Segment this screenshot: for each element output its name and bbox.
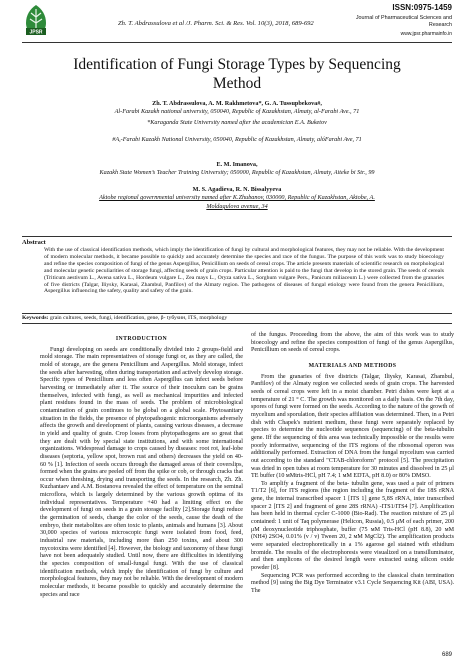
author-group-1 — [28, 100, 446, 117]
introduction-heading: INTRODUCTION — [115, 336, 168, 342]
author-group-5 — [86, 186, 388, 211]
journal-logo-icon — [22, 3, 50, 37]
right-column — [251, 332, 454, 596]
keywords-bottom-rule — [22, 323, 452, 324]
page-header — [0, 0, 474, 44]
abstract-text: With the use of classical identification methods, which imply the identification of fungi by cultural and morphological features, they may not be reliable. With the development of modern molecular methods, it became possible to quickly and accurately determine the species and race of the fungus. The purpose of this work was to study bioecology and refine the species composition of fungi of the genus Aspergillus, Penicillium on seeds of cereal crops. The article presents materials of scientific research on morphological and molecular genetic peculiarities of storage fungi, affecting seeds of grain crops. Particular attention is paid to the fungi that develop in the stored grain. The seeds of cereals (Triticum aestivum L., Avena sativa L., Hordeum vulgare L., Zea mays L., Oryza sativa L., Sorghum vulgare Pers., Panicum miliaceum L.) were collected from the granaries of five districts (Talgar, Iliysky, Karasai, Zhambul, Panfilov) of the Almaty region. The pathogens of diseases of fungal etiology were found from the genera Penicillium, Aspergillus influencing the safety, quality and safety of the grain. — [44, 247, 444, 295]
abstract-label: Abstract — [22, 239, 46, 246]
journal-citation: Zh. T. Abdrassulova et al /J. Pharm. Sci. & Res. Vol. 10(3), 2018, 689-692 — [118, 20, 314, 27]
header-rule — [22, 42, 452, 43]
abstract-top-rule — [22, 236, 452, 237]
introduction-continuation: of the fungus. Proceeding from the above, the aim of this work was to study bioecology and refine the species composition of fungi of the genus Aspergillus, Penicillium on seeds of cereal crops. — [251, 332, 454, 354]
author-group-4 — [28, 161, 446, 178]
keywords-text: grain cultures, seeds, fungi, identification, gene, β- tyбуsин, ITS, morphology — [49, 315, 228, 321]
paper-title: Identification of Fungi Storage Types by Sequencing Method — [73, 56, 401, 92]
left-column — [40, 330, 243, 599]
author-group-2 — [28, 119, 446, 127]
author-group-3 — [28, 136, 446, 144]
keywords-line — [22, 315, 452, 322]
author-affiliation: Al-Farabi Kazakh national university, 050040, Republic of Kazakhstan, Almaty, al-Farabi Ave., 71 — [114, 108, 360, 116]
logo-text: JPSR — [29, 29, 43, 36]
keywords-label: Keywords: — [22, 315, 49, 321]
author-affiliation: Aktobe regional governmental university named after K.Zhubanov, 030000, Republic of Kazakhstan, Aktobe, A. Moldagulova avenue, 34 — [99, 194, 375, 210]
methods-paragraph: To amplify a fragment of the beta- tubulin gene, was used a pair of primers T1/T2 [6], for ITS regions (the region including the fragment of the 18S rRNA gene, the internal transcribed spacer 1 [ITS 1] gene 5,8S rRNA, inter transcribed spacer 2 [ITS 2] and fragment of gene 28S rRNA) -ITS1/ITS4 [7]. Amplification has been held in thermal cycler C-1000 (Bio-Rad). The reaction mixture of 25 μl contained: 1 unit of Taq polymerase (Helicon, Russia), 0.5 μM of each primer, 200 μM deoxynucleotide triphosphate, buffer (75 мM Tris-HCl (pH 8.8), 20 мM (NH4) 2SO4, 0.01% (v / v) Tween 20, 2 мM MgCl2). The amplification products were separated electrophoretically in a 1% agarose gel stained with ethidium bromide. The results of the electrophoresis were visualized on a transilluminator, and then amplicons of the desired length were extracted using silicon oxide powder [8]. — [251, 480, 454, 572]
author-affiliation: *Karaganda State University named after the academician E.A. Buketov — [147, 119, 327, 126]
author-names: E. M. Imanova, — [216, 161, 258, 168]
issn-label: ISSN:0975-1459 — [392, 3, 452, 12]
author-names: M. S. Agadieva, R. N. Bissalyyeva — [192, 186, 282, 193]
journal-url: www.jpsr.pharmainfo.in — [400, 31, 452, 37]
page-number: 689 — [441, 652, 452, 658]
methods-heading: MATERIALS AND METHODS — [308, 362, 397, 369]
methods-paragraph: From the granaries of five districts (Talgar, Iliysky, Karasai, Zhambul, Panfilov) of the Almaty region we collected seeds of grain crops. The harvested seeds of cereal crops were left in a moist chamber. Petri dishes were kept at a temperature of 21 ° C. The growth was monitored on a daily basis. On the 7th day, spores of fungi were formed on the seeds. According to the nature of the growth of mycelium and sporulation, their species affiliation was determined. Then, in a Petri dish with Chapek's nutrient medium, these fungi were separately replaced by species to determine the nucleotide sequences (sequencing) of the beta-tubulin gene. Iff the sequencing of this area was technically impossible or the results were poorly informative, sequencing of the ITS regions of the ribosomal operon was additionally performed. Extraction of DNA from the fungal mycelium was carried out according to the standard "CTAB-chloroform" protocol [5]. The precipitation was dried in open tubes at room temperature for 30 minutes and dissolved in 25 μl TE buffer (10 мMtris-HCl, pH 7.4; 1 мM EDTA, pH 8.0) or 80% DMSO. — [251, 373, 454, 480]
methods-paragraph: Sequencing PCR was performed according to the classical chain termination method [9] using the Big Dye Terminator v3.1 Cycle Sequencing Kit (ABI, USA). The — [251, 572, 454, 594]
journal-name: Journal of Pharmaceutical Sciences and Research — [355, 15, 452, 28]
author-names: Zh. T. Abdrassulova, A. M. Rakhmetova*, G. A. Tussupbekova#, — [152, 100, 322, 107]
introduction-paragraph: Fungi developing on seeds are conditionally divided into 2 groups-field and mold storage. The main representatives of storage fungi or, as they are called, the mold of storage, are the genera Penicillium and Aspergillus. Mold storage, infect the seeds after harvesting, often during transportation and actively develop storage. Specific types of Penicillium and less often Aspergillus can infect seeds before harvesting or immediately after it. The source of their inoculum can be grains themselves, infected with fungi, as well as mechanical impurities and infected plant residues found in the mass of seeds. The problem of microbiological contamination of grain continues to be global on a global scale. Phytosanitary situation in the fields, the presence of phytopathogenic microorganisms adversely affects the growth and development of plants, causing various diseases, a decrease in yield and quality of grain. Crop losses from phytopathogens are so great that they are dealt with by special state institutions, and with some international organizations. Widespread damage to crops caused by diseases: root rot, leaf-lobe diseases (septoria, yellow spot, brown rust and others) decreases the yield on 40- 60 % [1]. Infection of seeds occurs through the damaged areas of their coverslips, formed when the grains are peeled off from the spike or cob, or through cracks that occur when threshing, drying and transporting the seeds. In the research, Zh. Zh. Kuzhantaev and A.M. Bostanova revealed the effect of temperature on the seminal microflora, which is largely determined by the various growth optima of its individual representatives. Temperature +40 had a limiting effect on the development of fungi on seeds in a grain storage facility [2].Storage fungi reduce the germination of seeds, change the color of the seeds, cause the death of the embryo, their metabolites are often toxic to plants, animals and humans [3]. About 30,000 species of various microscopic fungi were isolated from food, feed, industrial raw materials, including more than 250 toxins, and about 300 mycotoxins were identified [4]. However, the biology and taxonomy of these fungi have not been adequately studied. Until now, there are difficulties in identifying the species composition of small-fungal fungi. With the use of classical identification methods, which imply the identification of fungi by culture and morphological features, they may not be reliable. With the development of modern molecular methods, it became possible to quickly and accurately determine the species and race — [40, 346, 243, 598]
author-affiliation: #A,-Farabi Kazakh National University, 050040, Republic of Kazakhstan, Almaty, alóFarabi Ave, 71 — [112, 136, 362, 143]
keywords-top-rule — [22, 313, 452, 314]
author-affiliation: Kazakh State Women’s Teacher Training University; 050000, Republic of Kazakhstan, Almaty, Aiteke bi Str., 99 — [99, 169, 375, 177]
